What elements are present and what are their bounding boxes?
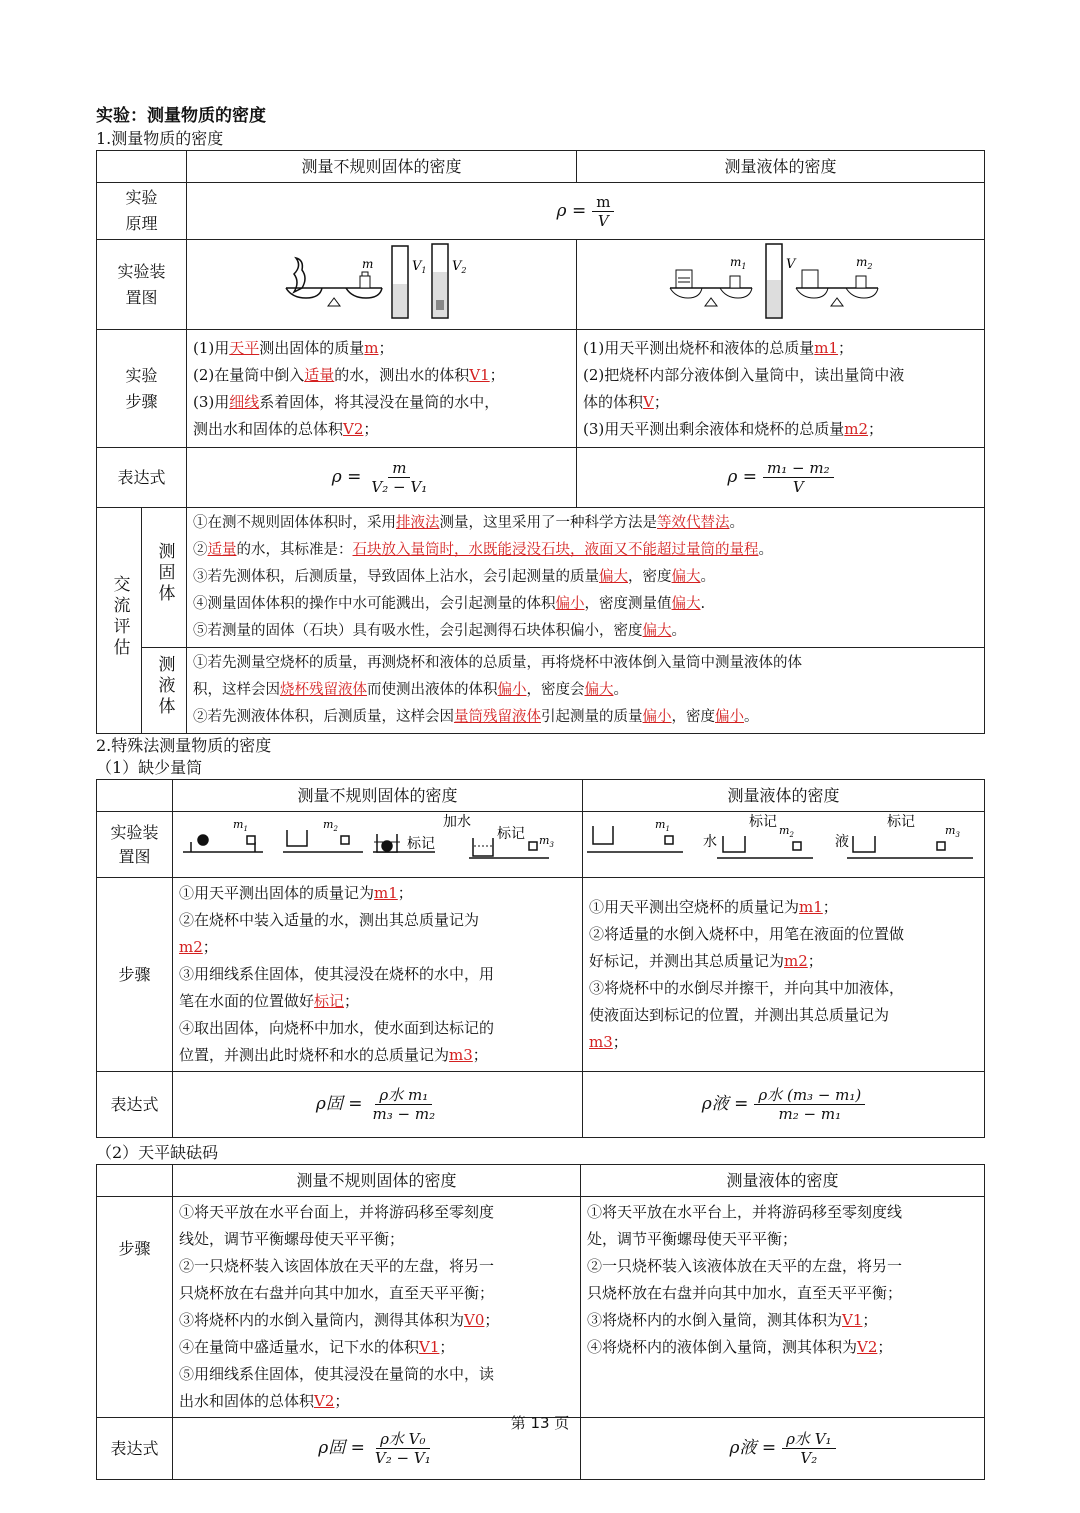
step-line: ④取出固体，向烧杯中加水，使水面到达标记的	[179, 1019, 495, 1037]
row-label-steps: 步骤	[97, 1197, 173, 1418]
discussion-line: ②适量的水，其标准是：石块放入量筒时，水既能浸没石块，液面又不能超过量筒的量程。	[193, 542, 773, 558]
svg-text:m3: $m_3$	[945, 824, 960, 839]
svg-text:m1: $m_1$	[655, 818, 670, 833]
table-discussion	[96, 507, 985, 734]
section-2-title: 2.特殊法测量物质的密度	[96, 736, 272, 755]
step-line: ③将烧杯内的水倒入量筒，测其体积为V1；	[587, 1311, 878, 1329]
svg-text:液: 液	[835, 834, 849, 850]
row-label-expression: 表达式	[97, 1418, 173, 1480]
table-no-cylinder	[96, 779, 985, 1138]
discussion-line: 积，这样会因烧杯残留液体而使测出液体的体积偏小，密度会偏大。	[193, 682, 628, 698]
svg-text:m2: $m_2$	[779, 824, 794, 839]
svg-text:m: m	[361, 257, 373, 271]
expr-liquid: ρ液 = $\frac{\text{ρ水 V₁}}{\text{V₂}}$	[581, 1418, 985, 1480]
liquid-steps	[577, 330, 985, 448]
corner-cell	[97, 780, 173, 812]
svg-text:V1: $V_1$	[411, 259, 426, 275]
discussion-line: ①若先测量空烧杯的质量，再测烧杯和液体的总质量，再将烧杯中液体倒入量筒中测量液体的体	[193, 655, 802, 671]
step-line: ①将天平放在水平台上，并将游码移至零刻度线	[587, 1203, 903, 1221]
step-line: ①用天平测出空烧杯的质量记为m1；	[589, 897, 838, 916]
col-header-liquid: 测量液体的密度	[581, 1165, 985, 1197]
row-label-principle: 实验原理	[97, 183, 187, 240]
svg-text:m1: $m_1$	[233, 818, 248, 833]
step-line: 只烧杯放在右盘并向其中加水，直至天平平衡；	[179, 1284, 495, 1302]
step-line: 出水和固体的总体积V2；	[179, 1392, 350, 1410]
step-line: 处，调节平衡螺母使天平平衡；	[587, 1230, 798, 1248]
svg-text:m3: $m_3$	[539, 834, 554, 849]
apparatus-liquid-figure	[577, 240, 985, 330]
step-line: ②将适量的水倒入烧杯中，用笔在液面的位置做	[589, 924, 905, 943]
corner-cell	[97, 1165, 173, 1197]
step-line: ①用天平测出固体的质量记为m1；	[179, 884, 413, 902]
expr-solid: ρ固 = $\frac{\text{ρ水 m₁}}{\text{m₃ − m₂}}$	[173, 1072, 583, 1138]
balance-cylinder-liquid-diagram	[666, 240, 896, 320]
step-line: ⑤用细线系住固体，使其浸没在量筒的水中，读	[179, 1365, 495, 1383]
svg-text:m2: $m_2$	[855, 255, 872, 271]
row-label-apparatus: 实验装置图	[97, 812, 173, 878]
apparatus-solid-figure	[187, 240, 577, 330]
special-liquid-diagram	[583, 812, 981, 870]
step-line: (1)用天平测出固体的质量m；	[193, 338, 394, 357]
step-line: (2)在量筒中倒入适量的水，测出水的体积V1；	[193, 365, 505, 384]
page-heading: 实验：测量物质的密度	[96, 106, 266, 126]
subsection-1-title: （1）缺少量筒	[96, 758, 203, 777]
col-header-solid: 测量不规则固体的密度	[173, 1165, 581, 1197]
apparatus-liquid-figure	[583, 812, 985, 878]
expr-liquid: ρ = $\frac{\text{m₁ − m₂}}{V}$	[577, 448, 985, 508]
row-label-steps: 步骤	[97, 878, 173, 1072]
step-line: 只烧杯放在右盘并向其中加水，直至天平平衡；	[587, 1284, 903, 1302]
row-label-expression: 表达式	[97, 448, 187, 508]
step-line: (3)用天平测出剩余液体和烧杯的总质量m2；	[583, 419, 884, 438]
step-line: 使液面达到标记的位置，并测出其总质量记为	[589, 1005, 890, 1024]
solid-steps	[173, 1197, 581, 1418]
special-solid-diagram	[173, 812, 578, 870]
svg-text:标记: 标记	[497, 826, 525, 842]
discussion-liquid	[187, 648, 985, 734]
apparatus-solid-figure	[173, 812, 583, 878]
sub-label-liquid: 测液体	[142, 648, 187, 734]
col-header-solid: 测量不规则固体的密度	[173, 780, 583, 812]
col-header-solid: 测量不规则固体的密度	[187, 151, 577, 183]
step-line: m2；	[179, 938, 218, 956]
svg-text:加水: 加水	[443, 814, 471, 830]
expr-solid: ρ = $\frac{m}{\text{V₂ − V₁}}$	[187, 448, 577, 508]
sub-label-solid: 测固体	[142, 508, 187, 648]
row-label-expression: 表达式	[97, 1072, 173, 1138]
section-1-title: 1.测量物质的密度	[96, 129, 224, 148]
step-line: 测出水和固体的总体积V2；	[193, 419, 379, 438]
page-number: 第 13 页	[510, 1414, 570, 1432]
step-line: ①将天平放在水平台面上，并将游码移至零刻度	[179, 1203, 495, 1221]
discussion-line: ⑤若测量的固体（石块）具有吸水性，会引起测得石块体积偏小，密度偏大。	[193, 623, 686, 639]
solid-steps	[187, 330, 577, 448]
subsection-2-title: （2）天平缺砝码	[96, 1143, 219, 1162]
liquid-steps	[581, 1197, 985, 1418]
step-line: 位置，并测出此时烧杯和水的总质量记为m3；	[179, 1046, 488, 1064]
step-line: ②一只烧杯装入该液体放在天平的左盘，将另一	[587, 1257, 903, 1275]
step-line: ②在烧杯中装入适量的水，测出其总质量记为	[179, 911, 480, 929]
svg-text:标记: 标记	[887, 814, 915, 830]
col-header-liquid: 测量液体的密度	[583, 780, 985, 812]
step-line: 体的体积V；	[583, 392, 669, 411]
principle-formula: ρ = $\frac{m}{V}$	[187, 183, 985, 240]
step-line: m3；	[589, 1032, 628, 1051]
step-line: 好标记，并测出其总质量记为m2；	[589, 951, 823, 970]
step-line: ④在量筒中盛适量水，记下水的体积V1；	[179, 1338, 455, 1356]
row-label-steps: 实验步骤	[97, 330, 187, 448]
discussion-line: ④测量固体体积的操作中水可能溅出，会引起测量的体积偏小，密度测量值偏大.	[193, 596, 706, 612]
corner-cell	[97, 151, 187, 183]
step-line: (1)用天平测出烧杯和液体的总质量m1；	[583, 338, 854, 357]
solid-steps	[173, 878, 583, 1072]
balance-cylinders-solid-diagram	[282, 240, 482, 320]
discussion-line: ①在测不规则固体体积时，采用排液法测量，这里采用了一种科学方法是等效代替法。	[193, 515, 744, 531]
page	[96, 104, 984, 1480]
step-line: 线处，调节平衡螺母使天平平衡；	[179, 1230, 405, 1248]
svg-text:V: V	[785, 257, 795, 272]
discussion-line: ②若先测液体体积，后测质量，这样会因量筒残留液体引起测量的质量偏小，密度偏小。	[193, 709, 759, 725]
expr-liquid: ρ液 = $\frac{\text{ρ水 (m₃ − m₁)}}{\text{m₂ − m₁}}$	[583, 1072, 985, 1138]
svg-text:m2: $m_2$	[323, 818, 338, 833]
step-line: ③将烧杯内的水倒入量筒内，测得其体积为V0；	[179, 1311, 500, 1329]
step-line: ②一只烧杯装入该固体放在天平的左盘，将另一	[179, 1257, 495, 1275]
liquid-steps	[583, 878, 985, 1072]
svg-text:m1: $m_1$	[729, 255, 746, 271]
step-line: 笔在水面的位置做好标记；	[179, 992, 360, 1010]
discussion-line: ③若先测体积，后测质量，导致固体上沾水，会引起测量的质量偏大，密度偏大。	[193, 569, 715, 585]
step-line: (3)用细线系着固体，将其浸没在量筒的水中，	[193, 392, 500, 411]
svg-text:V2: $V_2$	[451, 259, 466, 275]
svg-text:标记: 标记	[407, 836, 435, 852]
col-header-liquid: 测量液体的密度	[577, 151, 985, 183]
discussion-solid	[187, 508, 985, 648]
row-label-discussion: 交流评估	[97, 508, 142, 734]
svg-text:标记: 标记	[749, 814, 777, 830]
row-label-apparatus: 实验装置图	[97, 240, 187, 330]
expr-solid: ρ固 = $\frac{\text{ρ水 V₀}}{\text{V₂ − V₁}}$	[173, 1418, 581, 1480]
svg-text:水: 水	[703, 834, 717, 850]
step-line: ④将烧杯内的液体倒入量筒，测其体积为V2；	[587, 1338, 893, 1356]
table-basic-density	[96, 150, 985, 508]
step-line: ③用细线系住固体，使其浸没在烧杯的水中，用	[179, 965, 495, 983]
step-line: ③将烧杯中的水倒尽并擦干，并向其中加液体，	[589, 978, 905, 997]
step-line: (2)把烧杯内部分液体倒入量筒中，读出量筒中液	[583, 365, 905, 384]
